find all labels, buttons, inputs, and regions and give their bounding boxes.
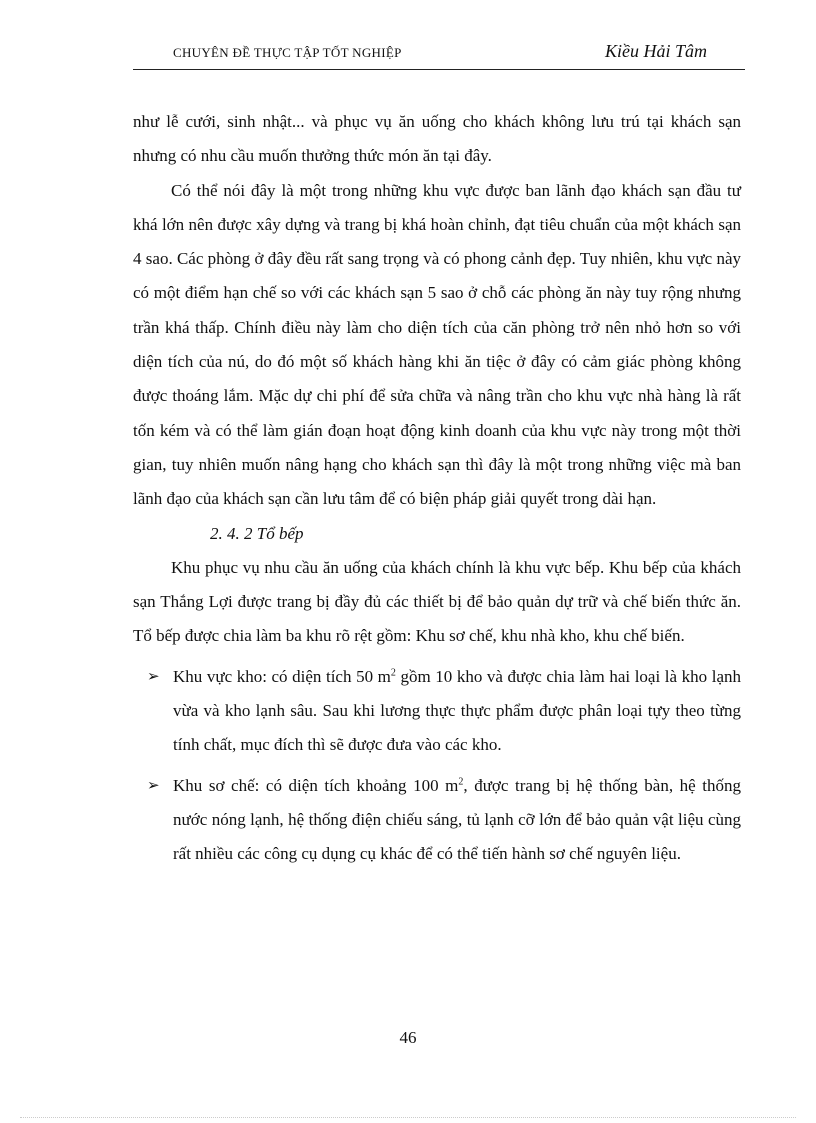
document-title: CHUYÊN ĐỀ THỰC TẬP TỐT NGHIỆP [173, 45, 402, 60]
bullet-text-end: gồm 10 kho và được chia làm hai loại là kho lạnh vừa và kho lạnh sâu. Sau khi lương thực thực phẩm được phân loại tựy theo từng tính chất, mục đích thì sẽ được đưa vào các kho. [173, 666, 741, 755]
arrow-bullet-icon: ➢ [147, 777, 160, 794]
superscript: 2 [390, 667, 396, 679]
paragraph-kitchen-intro: Khu phục vụ nhu cầu ăn uống của khách chính là khu vực bếp. Khu bếp của khách sạn Thắng Lợi được trang bị đầy đủ các thiết bị để bảo quản dự trữ và chế biến thức ăn. Tổ bếp được chia làm ba khu rõ rệt gồm: Khu sơ chế, khu nhà kho, khu chế biến. [133, 557, 741, 646]
paragraph-continuation: như lễ cưới, sinh nhật... và phục vụ ăn uống cho khách không lưu trú tại khách sạn nhưng có nhu cầu muốn thưởng thức món ăn tại đây. [133, 112, 741, 166]
bullet-text-start: Khu vực kho: có diện tích 50 m [173, 666, 391, 686]
bullet-storage-area [133, 660, 741, 763]
bullet-text-end: , được trang bị hệ thống bàn, hệ thống nước nóng lạnh, hệ thống điện chiếu sáng, tủ lạnh cỡ lớn để bảo quản vật liệu cùng rất nhiều các công cụ dụng cụ khác để có thể tiến hành sơ chế nguyên liệu. [173, 775, 741, 864]
superscript: 2 [458, 775, 464, 787]
section-heading: 2. 4. 2 Tổ bếp [210, 523, 304, 543]
arrow-bullet-icon: ➢ [147, 668, 160, 685]
page-header [133, 38, 745, 70]
author-name: Kiều Hải Tâm [604, 41, 707, 61]
paragraph-restaurant-area: Có thể nói đây là một trong những khu vực được ban lãnh đạo khách sạn đầu tư khá lớn nên được xây dựng và trang bị khá hoàn chỉnh, đạt tiêu chuẩn của một khách sạn 4 sao. Các phòng ở đây đều rất sang trọng và có phong cảnh đẹp. Tuy nhiên, khu vực này có một điểm hạn chế so với các khách sạn 5 sao ở chỗ các phòng ăn này tuy rộng nhưng trần khá thấp. Chính điều này làm cho diện tích của căn phòng trở nên nhỏ hơn so với diện tích của nú, do đó một số khách hàng khi ăn tiệc ở đây có cảm giác phòng không được thoáng lắm. Mặc dự chi phí để sửa chữa và nâng trần cho khu vực nhà hàng là rất tốn kém và có thể làm gián đoạn hoạt động kinh doanh của khu vực này trong một thời gian, tuy nhiên muốn nâng hạng cho khách sạn thì đây là một trong những việc mà ban lãnh đạo của khách sạn cần lưu tâm để có biện pháp giải quyết trong dài hạn. [133, 180, 741, 509]
footer-divider [20, 1117, 796, 1118]
bullet-text [173, 660, 741, 763]
page-body [133, 105, 741, 872]
page-number: 46 [399, 1028, 417, 1047]
bullet-prep-area [133, 769, 741, 872]
bullet-text [173, 769, 741, 872]
bullet-text-start: Khu sơ chế: có diện tích khoảng 100 m [173, 775, 459, 795]
header-divider [133, 69, 745, 70]
